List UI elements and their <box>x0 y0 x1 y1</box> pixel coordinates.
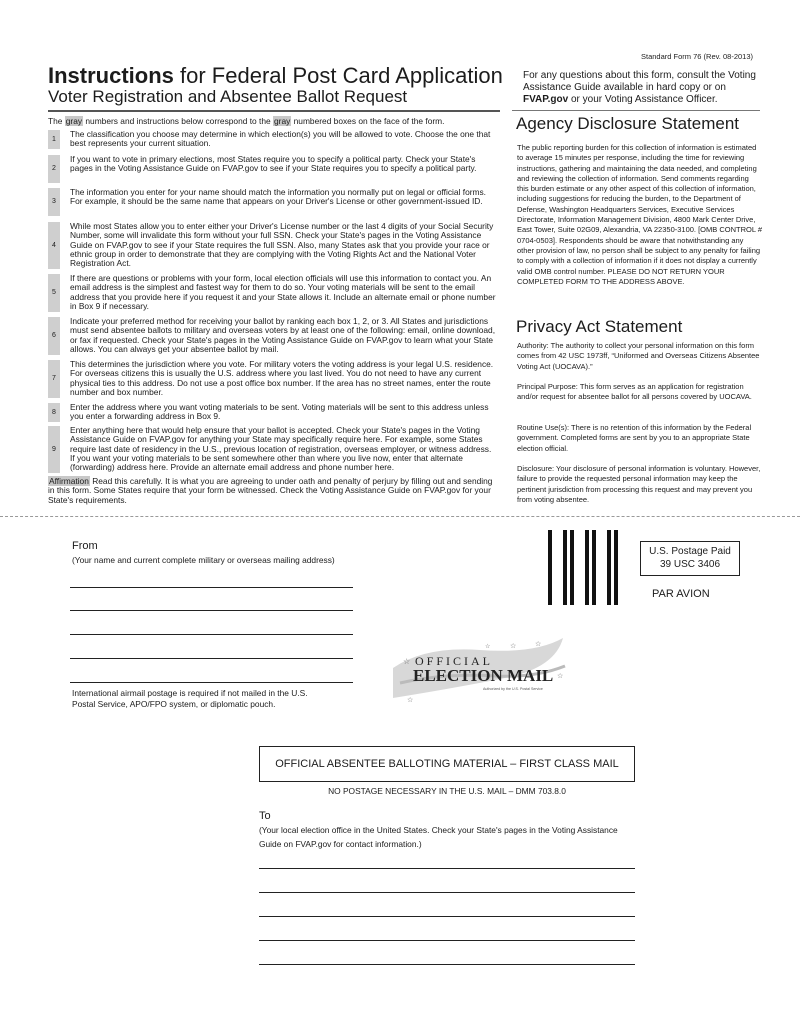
from-address-line[interactable] <box>70 610 353 611</box>
instruction-number: 1 <box>48 130 60 149</box>
affirmation <box>48 477 498 505</box>
instruction-number: 6 <box>48 317 60 355</box>
from-address-line[interactable] <box>70 587 353 588</box>
from-address-line[interactable] <box>70 634 353 635</box>
instruction-number: 4 <box>48 222 60 269</box>
page-subtitle: Voter Registration and Absentee Ballot Request <box>48 87 408 106</box>
no-postage-note: NO POSTAGE NECESSARY IN THE U.S. MAIL – DMM 703.8.0 <box>328 786 566 796</box>
star-icon: ☆ <box>403 657 411 666</box>
postage-line-1: U.S. Postage Paid <box>649 546 731 557</box>
help-note <box>523 70 763 106</box>
instruction-text: If you want to vote in primary elections, most States require you to specify a political party. Check your State's pages in the Voting Assistance Guide on FVAP.gov to see if your State requires you to specify a political party. <box>70 154 477 174</box>
logo-auth-text: Authorized by the U.S. Postal Service <box>483 687 543 691</box>
form-number: Standard Form 76 (Rev. 08-2013) <box>641 52 753 61</box>
to-label: To <box>259 810 271 822</box>
to-address-line[interactable] <box>259 892 635 893</box>
privacy-authority: Authority: The authority to collect your personal information on this form comes from 42 USC 1973ff, “Uniformed and Overseas Citizens Absentee Voting Act (UOCAVA).” <box>517 341 760 371</box>
agency-title: Agency Disclosure Statement <box>516 114 739 133</box>
intro-text-1: The <box>48 116 65 126</box>
airmail-note: International airmail postage is required if not mailed in the U.S. Postal Service, APO/FPO system, or diplomatic pouch. <box>72 688 308 709</box>
instruction-text: Indicate your preferred method for receiving your ballot by ranking each box 1, 2, or 3. All States and jurisdictions must send absentee ballots to military and overseas voters by at least one of the following: email, online download, or fax if requested. Check your State's pages in the Voting Assistance Guide on FVAP.gov to learn what your State allows. You can always get your absentee ballot by mail. <box>70 316 496 354</box>
cut-line <box>0 516 800 517</box>
help-text-2: or your Voting Assistance Officer. <box>568 94 718 105</box>
page-title <box>48 63 503 89</box>
instruction-number: 8 <box>48 403 60 422</box>
instruction-number: 2 <box>48 155 60 183</box>
privacy-title: Privacy Act Statement <box>516 317 683 336</box>
star-icon: ☆ <box>407 697 414 704</box>
fvap-link: FVAP.gov <box>523 94 569 105</box>
star-icon: ☆ <box>557 673 564 680</box>
star-icon: ☆ <box>510 643 517 650</box>
postage-paid-box <box>640 541 740 576</box>
instruction-item <box>48 188 498 216</box>
to-address-line[interactable] <box>259 964 635 965</box>
instruction-number: 9 <box>48 426 60 473</box>
instruction-item <box>48 317 498 355</box>
help-rule <box>512 110 760 111</box>
instruction-item <box>48 274 498 312</box>
par-avion: PAR AVION <box>652 588 710 600</box>
barcode-icon <box>548 530 618 605</box>
from-address-line[interactable] <box>70 682 353 683</box>
instruction-text: Enter anything here that would help ensure that your ballot is accepted. Check your State's pages in the Voting Assistance Guide on FVAP.gov for anything your State may specifically require here. For example, some States require last date of residency in the U.S., previous location of registration, overseas employer, or witness address. If you want your voting materials to be sent somewhere other than where you live now, enter that alternate (forwarding) address here. Provide an alternate email address and phone number here. <box>70 425 492 473</box>
instruction-item <box>48 403 498 422</box>
intro-text-3: numbered boxes on the face of the form. <box>291 116 445 126</box>
logo-official-text: OFFICIAL <box>415 654 494 668</box>
privacy-purpose: Principal Purpose: This form serves as an application for registration and/or request for absentee ballot for all persons covered by UOCAVA. <box>517 382 752 402</box>
instruction-item <box>48 130 498 149</box>
intro-gray-1: gray <box>65 116 83 126</box>
star-icon: ☆ <box>535 641 542 648</box>
from-instructions: (Your name and current complete military or overseas mailing address) <box>72 555 335 565</box>
star-icon: ☆ <box>485 644 491 650</box>
official-election-mail-logo <box>385 628 575 708</box>
instruction-text: Enter the address where you want voting materials to be sent. Voting materials will be sent to this address unless you enter a forwarding address in Box 9. <box>70 402 489 422</box>
instruction-item <box>48 222 498 269</box>
affirmation-label: Affirmation <box>49 476 89 486</box>
instruction-item <box>48 360 498 398</box>
instruction-text: If there are questions or problems with your form, local election officials will use this information to contact you. An email address is the simplest and fastest way for them to do so. Your voting materials will be sent to the email address that you provide here if you request it and your State allows it. Include an alternate email or phone number in Box 9 if necessary. <box>70 273 496 311</box>
title-rule <box>48 110 500 112</box>
to-address-line[interactable] <box>259 868 635 869</box>
help-text-1: For any questions about this form, consult the Voting Assistance Guide available in hard copy or on <box>523 70 756 93</box>
instruction-text: The classification you choose may determine in which election(s) you will be allowed to vote. Choose the one that best represents your current situation. <box>70 129 491 149</box>
to-address-line[interactable] <box>259 916 635 917</box>
instruction-number: 5 <box>48 274 60 312</box>
title-bold: Instructions <box>48 63 174 88</box>
to-instructions: (Your local election office in the United States. Check your State's pages in the Voting Assistance Guide on FVAP.gov for contact information.) <box>259 825 618 849</box>
instruction-text: The information you enter for your name should match the information you normally put on legal or official forms. For example, it should be the same name that appears on your Driver's License or other government-issued ID. <box>70 187 487 207</box>
instruction-number: 3 <box>48 188 60 216</box>
intro-text-2: numbers and instructions below correspond to the <box>83 116 274 126</box>
title-rest: for Federal Post Card Application <box>173 63 503 88</box>
affirmation-text: Read this carefully. It is what you are agreeing to under oath and penalty of perjury by filling out and sending in this form. Some States require that your form be witnessed. Check the Voting Assistance Guide on FVAP.gov for your State's requirements. <box>48 476 493 505</box>
postage-line-2: 39 USC 3406 <box>659 559 721 570</box>
instructions-intro <box>48 116 503 126</box>
to-address-line[interactable] <box>259 940 635 941</box>
instruction-item <box>48 155 498 183</box>
instruction-text: This determines the jurisdiction where you vote. For military voters the voting address is your legal U.S. residence. For overseas citizens this is usually the U.S. address where you last lived. You do not need to have any current physical ties to this address. Do not use a post office box number. If the area has no street names, enter the route number and box number. <box>70 359 494 397</box>
instruction-text: While most States allow you to enter either your Driver's License number or the last 4 digits of your Social Security Number, some will invalidate this form without your full SSN. Check your State's pages in the Voting Assistance Guide on FVAP.gov to see if your State requires the full SSN. Also, many States ask that you provide your race or ethnic group in order to demonstrate that they are complying with the Voting Rights Act and the National Voter Registration Act. <box>70 221 494 269</box>
instruction-item <box>48 426 498 473</box>
privacy-routine: Routine Use(s): There is no retention of this information by the Federal government. Completed forms are sent by you to an appropriate State election official. <box>517 423 752 453</box>
from-label: From <box>72 540 98 552</box>
official-material-box: OFFICIAL ABSENTEE BALLOTING MATERIAL – FIRST CLASS MAIL <box>259 746 635 782</box>
logo-election-text: ELECTION MAIL <box>413 666 554 685</box>
instruction-number: 7 <box>48 360 60 398</box>
agency-text: The public reporting burden for this collection of information is estimated to average 15 minutes per response, including the time for reviewing instructions, gathering and maintaining the data needed, and completing and reviewing the collection of information. Send comments regarding this burden estimate or any other aspect of this collection of information, including suggestions for reducing the burden, to the Department of Defense, Washington Headquarters Services, Executive Services Directorate, Information Management Division, 4800 Mark Center Drive, East Tower, Suite 02G09, Alexandria, VA 22350-3100. [OMB CONTROL # 0704-0503]. Respondents should be aware that notwithstanding any other provision of law, no person shall be subject to any penalty for failing to comply with a collection of information if it does not display a currently valid OMB control number. PLEASE DO NOT RETURN YOUR COMPLETED FORM TO THE ADDRESS ABOVE. <box>517 143 762 286</box>
from-address-line[interactable] <box>70 658 353 659</box>
privacy-disclosure: Disclosure: Your disclosure of personal information is voluntary. However, failure to provide the requested personal information may keep the pertinent jurisdiction from processing this request and may prevent you from voting absentee. <box>517 464 761 504</box>
intro-gray-2: gray <box>274 116 291 126</box>
